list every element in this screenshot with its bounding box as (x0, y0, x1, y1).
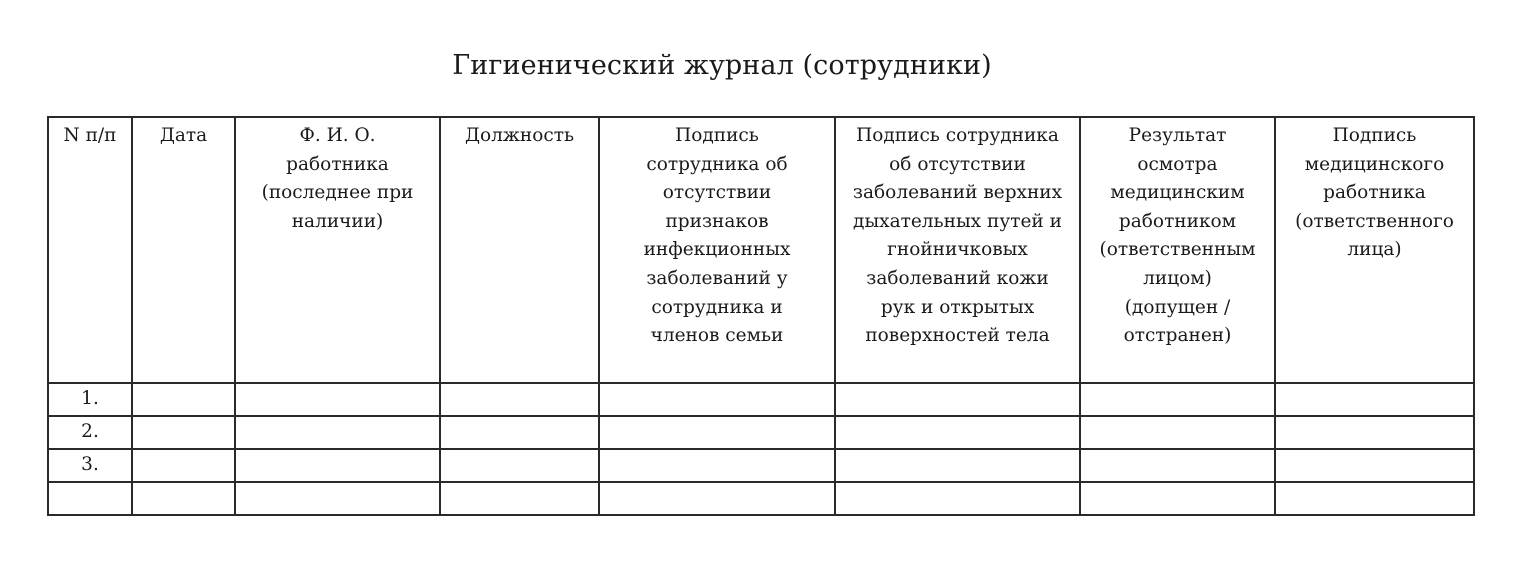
signature-infection-cell[interactable] (599, 449, 835, 482)
signature-respiratory-cell[interactable] (835, 383, 1080, 416)
signature-infection-cell[interactable] (599, 416, 835, 449)
inspection-result-cell[interactable] (1080, 416, 1275, 449)
header-label-position: Должность (464, 125, 575, 146)
signature-infection-cell[interactable] (599, 482, 835, 515)
header-cell-signature-respiratory (835, 117, 1080, 383)
date-cell[interactable] (132, 416, 235, 449)
position-cell[interactable] (440, 482, 599, 515)
table-row (48, 449, 1474, 482)
position-cell[interactable] (440, 383, 599, 416)
medic-signature-cell[interactable] (1275, 482, 1474, 515)
inspection-result-cell[interactable] (1080, 482, 1275, 515)
header-label-date: Дата (159, 125, 208, 146)
table-row (48, 416, 1474, 449)
header-cell-fio (235, 117, 440, 383)
hygiene-journal-table (47, 116, 1475, 516)
header-label-signature-infection: Подпись сотрудника об отсутствии признаков инфекционных заболеваний у сотрудника и членов семьи (643, 125, 791, 347)
date-cell[interactable] (132, 383, 235, 416)
position-cell[interactable] (440, 449, 599, 482)
fio-cell[interactable] (235, 416, 440, 449)
header-label-number: N п/п (63, 125, 117, 146)
row-number-cell: 2. (48, 416, 132, 449)
header-label-inspection-result: Результат осмотра медицинским работником (ответственным лицом) (допущен / отстранен) (1099, 125, 1256, 347)
position-cell[interactable] (440, 416, 599, 449)
row-number-cell (48, 482, 132, 515)
row-number-cell: 1. (48, 383, 132, 416)
header-label-medic-signature: Подпись медицинского работника (ответственного лица) (1295, 125, 1454, 261)
fio-cell[interactable] (235, 383, 440, 416)
signature-infection-cell[interactable] (599, 383, 835, 416)
header-row (48, 117, 1474, 383)
signature-respiratory-cell[interactable] (835, 449, 1080, 482)
header-cell-date (132, 117, 235, 383)
medic-signature-cell[interactable] (1275, 416, 1474, 449)
fio-cell[interactable] (235, 449, 440, 482)
header-cell-position (440, 117, 599, 383)
table-row (48, 482, 1474, 515)
table-row (48, 383, 1474, 416)
header-cell-inspection-result (1080, 117, 1275, 383)
header-label-fio: Ф. И. О. работника (последнее при наличии) (261, 125, 414, 232)
header-cell-signature-infection (599, 117, 835, 383)
medic-signature-cell[interactable] (1275, 449, 1474, 482)
date-cell[interactable] (132, 482, 235, 515)
signature-respiratory-cell[interactable] (835, 482, 1080, 515)
table-header (48, 117, 1474, 383)
row-number-cell: 3. (48, 449, 132, 482)
inspection-result-cell[interactable] (1080, 383, 1275, 416)
header-cell-medic-signature (1275, 117, 1474, 383)
table-body (48, 383, 1474, 515)
document-title: Гигиенический журнал (сотрудники) (452, 50, 992, 81)
inspection-result-cell[interactable] (1080, 449, 1275, 482)
signature-respiratory-cell[interactable] (835, 416, 1080, 449)
header-label-signature-respiratory: Подпись сотрудника об отсутствии заболеваний верхних дыхательных путей и гнойничковых заболеваний кожи рук и открытых поверхностей тела (852, 125, 1063, 347)
fio-cell[interactable] (235, 482, 440, 515)
medic-signature-cell[interactable] (1275, 383, 1474, 416)
date-cell[interactable] (132, 449, 235, 482)
header-cell-number (48, 117, 132, 383)
